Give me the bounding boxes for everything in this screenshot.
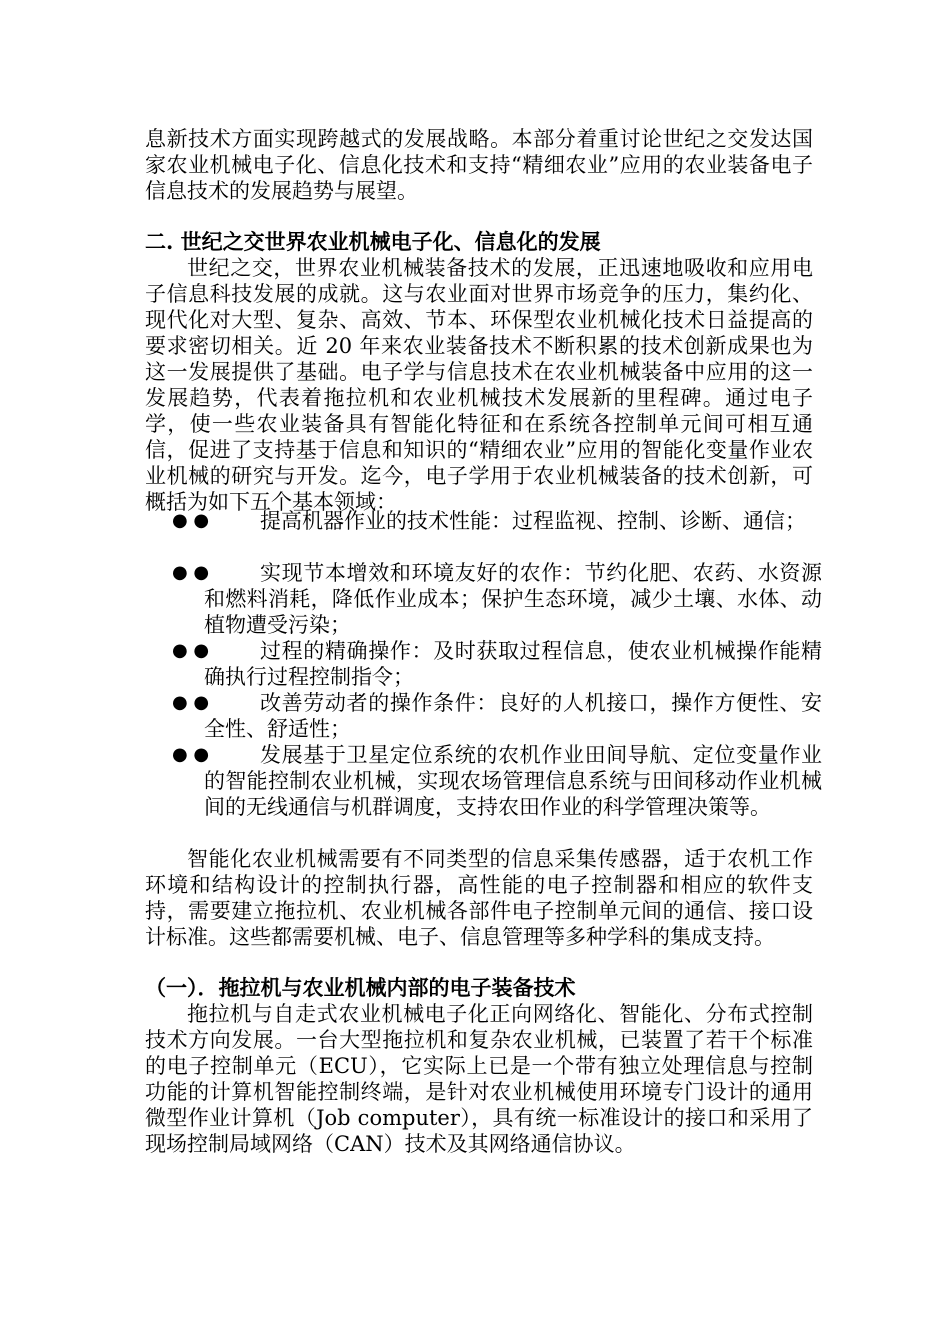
bullet-item xyxy=(172,690,822,742)
bullet-icon: ● ● xyxy=(172,562,210,583)
bullet-item xyxy=(172,742,822,820)
bullet-text: 过程的精确操作：及时获取过程信息，使农业机械操作能精确执行过程控制指令； xyxy=(204,639,822,689)
intro-paragraph: 息新技术方面实现跨越式的发展战略。本部分着重讨论世纪之交发达国家农业机械电子化、信息化技术和支持“精细农业”应用的农业装备电子信息技术的发展趋势与展望。 xyxy=(145,127,813,203)
bullet-icon: ● ● xyxy=(172,510,210,531)
bullet-item xyxy=(172,638,822,690)
bullet-text: 实现节本增效和环境友好的农作：节约化肥、农药、水资源和燃料消耗，降低作业成本；保护生态环境，减少土壤、水体、动植物遭受污染； xyxy=(204,561,822,637)
bullet-text: 提高机器作业的技术性能：过程监视、控制、诊断、通信； xyxy=(260,509,806,533)
bullet-text: 发展基于卫星定位系统的农机作业田间导航、定位变量作业的智能控制农业机械，实现农场管理信息系统与田间移动作业机械间的无线通信与机群调度，支持农田作业的科学管理决策等。 xyxy=(204,743,822,819)
bullet-text: 改善劳动者的操作条件：良好的人机接口，操作方便性、安全性、舒适性； xyxy=(204,691,822,741)
section-heading-2: 二. 世纪之交世界农业机械电子化、信息化的发展 xyxy=(145,229,601,254)
bullet-item xyxy=(172,508,822,534)
bullet-icon: ● ● xyxy=(172,692,210,713)
bullet-icon: ● ● xyxy=(172,744,210,765)
bullet-item xyxy=(172,560,822,638)
subsection-heading-1: （一）．拖拉机与农业机械内部的电子装备技术 xyxy=(145,975,576,1000)
subsection-1-paragraph: 拖拉机与自走式农业机械电子化正向网络化、智能化、分布式控制技术方向发展。一台大型拖拉机和复杂农业机械，已装置了若干个标准的电子控制单元（ECU），它实际上已是一个带有独立处理信息与控制功能的计算机智能控制终端，是针对农业机械使用环境专门设计的通用微型作业计算机（Job computer），具有统一标准设计的接口和采用了现场控制局域网络（CAN）技术及其网络通信协议。 xyxy=(145,1002,813,1156)
section-2-paragraph-2: 智能化农业机械需要有不同类型的信息采集传感器，适于农机工作环境和结构设计的控制执行器，高性能的电子控制器和相应的软件支持，需要建立拖拉机、农业机械各部件电子控制单元间的通信、接口设计标准。这些都需要机械、电子、信息管理等多种学科的集成支持。 xyxy=(145,847,813,949)
section-2-paragraph-1: 世纪之交，世界农业机械装备技术的发展，正迅速地吸收和应用电子信息科技发展的成就。这与农业面对世界市场竞争的压力，集约化、现代化对大型、复杂、高效、节本、环保型农业机械化技术日益提高的要求密切相关。近 20 年来农业装备技术不断积累的技术创新成果也为这一发展提供了基础。电子学与信息技术在农业机械装备中应用的这一发展趋势，代表着拖拉机和农业机械技术发展新的里程碑。通过电子学，使一些农业装备具有智能化特征和在系统各控制单元间可相互通信，促进了支持基于信息和知识的“精细农业”应用的智能化变量作业农业机械的研究与开发。迄今，电子学用于农业机械装备的技术创新，可概括为如下五个基本领域： xyxy=(145,256,813,514)
bullet-icon: ● ● xyxy=(172,640,210,661)
